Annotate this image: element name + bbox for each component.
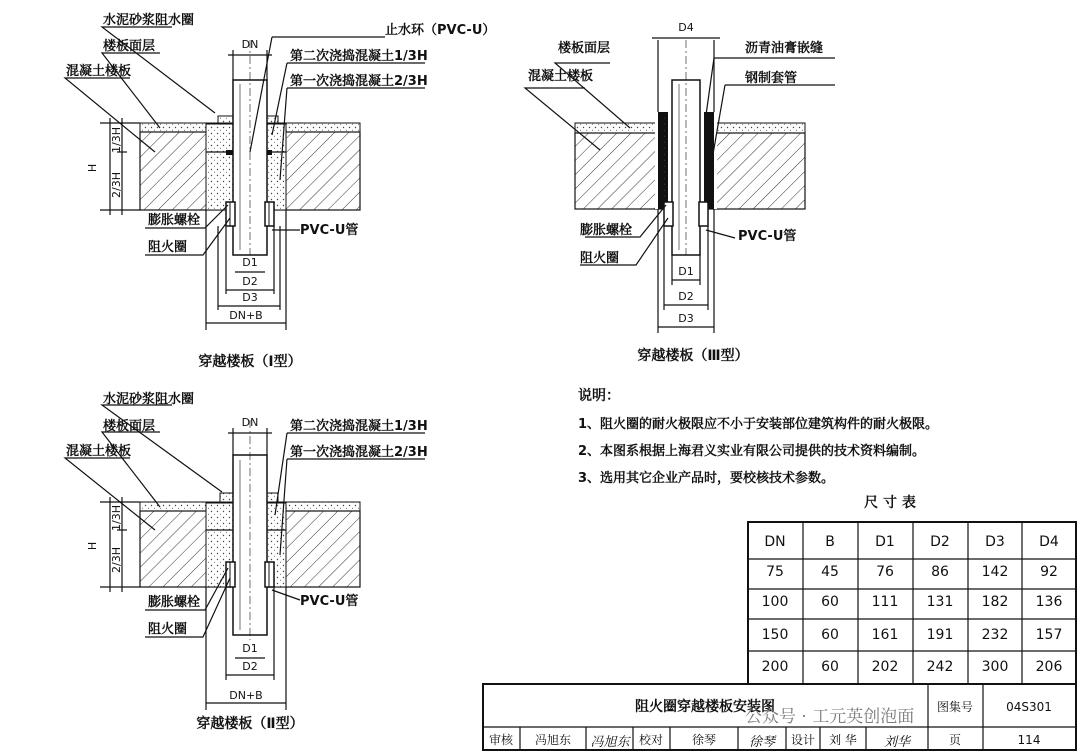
note-item: 1、阻火圈的耐火极限应不小于安装部位建筑构件的耐火极限。 xyxy=(578,417,939,432)
table-cell: 111 xyxy=(871,594,899,610)
callout-label: 沥青油膏嵌缝 xyxy=(745,41,824,56)
table-cell: 92 xyxy=(1040,564,1058,580)
table-header-cell: B xyxy=(825,534,835,550)
dimension-label: D2 xyxy=(242,660,258,673)
design-label: 设计 xyxy=(790,733,816,747)
dimension-label: DN+B xyxy=(229,309,263,322)
dimension-label: DN+B xyxy=(229,689,263,702)
table-cell: 60 xyxy=(821,594,839,610)
callout-label: 第二次浇捣混凝土1/3H xyxy=(290,419,428,434)
dimension-label: 1/3H xyxy=(110,127,123,153)
detail-title: 穿越楼板（Ⅲ型） xyxy=(637,348,749,364)
reviewer-signature: 冯旭东 xyxy=(590,735,630,750)
dimension-label: H xyxy=(86,163,99,173)
steel-sleeve-right xyxy=(704,112,714,209)
callout-label: 水泥砂浆阻水圈 xyxy=(103,13,195,28)
dimension-label: D1 xyxy=(242,642,258,655)
callout-label: 混凝土楼板 xyxy=(66,444,132,459)
table-cell: 191 xyxy=(926,627,954,643)
drawing-title: 阻火圈穿越楼板安装图 xyxy=(635,699,775,715)
table-cell: 75 xyxy=(766,564,784,580)
callout-label: 阻火圈 xyxy=(580,251,620,266)
callout-label: 膨胀螺栓 xyxy=(148,595,201,610)
dimension-label: D2 xyxy=(678,290,694,303)
table-cell: 60 xyxy=(821,627,839,643)
callout-label: 水泥砂浆阻水圈 xyxy=(103,392,195,407)
dimension-label: D4 xyxy=(678,21,694,34)
reviewer-name: 冯旭东 xyxy=(534,733,572,747)
callout-label: 第一次浇捣混凝土2/3H xyxy=(290,74,428,89)
table-cell: 182 xyxy=(981,594,1009,610)
atlas-label: 图集号 xyxy=(936,700,974,714)
checker-signature: 徐琴 xyxy=(748,735,776,750)
table-cell: 300 xyxy=(981,659,1009,675)
callout-label: 混凝土楼板 xyxy=(66,64,132,79)
table-cell: 45 xyxy=(821,564,839,580)
table-cell: 142 xyxy=(981,564,1009,580)
watermark-text: 公众号 · 工元英创泡面 xyxy=(745,707,915,727)
table-cell: 232 xyxy=(981,627,1009,643)
callout-label: PVC-U管 xyxy=(300,223,359,238)
table-cell: 242 xyxy=(926,659,954,675)
callout-label: 混凝土楼板 xyxy=(528,69,594,84)
fire-collar-right xyxy=(699,202,708,226)
note-item: 2、本图系根据上海君义实业有限公司提供的技术资料编制。 xyxy=(578,444,926,459)
table-cell: 100 xyxy=(761,594,789,610)
dimension-label: D2 xyxy=(242,275,258,288)
callout-label: 楼板面层 xyxy=(558,41,611,56)
table-cell: 136 xyxy=(1035,594,1063,610)
callout-label: PVC-U管 xyxy=(300,594,359,609)
dimension-label: DN xyxy=(241,416,259,429)
callout-label: 楼板面层 xyxy=(103,419,156,434)
callout-label: 阻火圈 xyxy=(148,622,188,637)
dimension-label: 1/3H xyxy=(110,505,123,531)
dimension-label: D3 xyxy=(678,312,694,325)
dimension-label: D3 xyxy=(242,291,258,304)
table-cell: 202 xyxy=(871,659,899,675)
check-label: 校对 xyxy=(638,733,664,747)
page-label: 页 xyxy=(948,733,962,747)
table-cell: 161 xyxy=(871,627,899,643)
table-title: 尺 寸 表 xyxy=(864,495,916,511)
detail-title: 穿越楼板（Ⅰ型） xyxy=(198,354,302,370)
atlas-number: 04S301 xyxy=(1006,700,1052,714)
table-cell: 60 xyxy=(821,659,839,675)
notes-heading: 说明： xyxy=(578,388,620,404)
checker-name: 徐琴 xyxy=(691,733,717,747)
dimension-label: 2/3H xyxy=(110,547,123,573)
table-cell: 76 xyxy=(876,564,894,580)
dimension-label: 2/3H xyxy=(110,172,123,198)
note-item: 3、选用其它企业产品时，要校核技术参数。 xyxy=(578,471,835,486)
callout-label: 膨胀螺栓 xyxy=(148,213,201,228)
designer-name: 刘 华 xyxy=(829,733,857,747)
dimension-label: H xyxy=(86,541,99,551)
table-header-cell: D1 xyxy=(875,534,895,550)
table-cell: 200 xyxy=(761,659,789,675)
page-number: 114 xyxy=(1017,733,1041,747)
table-cell: 206 xyxy=(1035,659,1063,675)
table-header-cell: DN xyxy=(764,534,786,550)
callout-label: 膨胀螺栓 xyxy=(580,223,633,238)
table-cell: 150 xyxy=(761,627,789,643)
table-header-cell: D3 xyxy=(985,534,1005,550)
table-header-cell: D2 xyxy=(930,534,950,550)
dimension-label: D1 xyxy=(678,265,694,278)
callout-label: 止水环（PVC-U） xyxy=(385,23,496,38)
table-cell: 157 xyxy=(1035,627,1063,643)
designer-signature: 刘华 xyxy=(883,735,911,750)
callout-label: 楼板面层 xyxy=(103,39,156,54)
dim-table-grid xyxy=(748,522,1076,684)
callout-label: 钢制套管 xyxy=(745,71,798,86)
review-label: 审核 xyxy=(488,733,514,747)
table-cell: 86 xyxy=(931,564,949,580)
dimension-label: D1 xyxy=(242,256,258,269)
callout-label: 第二次浇捣混凝土1/3H xyxy=(290,49,428,64)
table-cell: 131 xyxy=(926,594,954,610)
detail-title: 穿越楼板（Ⅱ型） xyxy=(196,716,304,732)
callout-label: 第一次浇捣混凝土2/3H xyxy=(290,445,428,460)
dimension-label: DN xyxy=(241,38,259,51)
table-header-cell: D4 xyxy=(1039,534,1059,550)
callout-label: 阻火圈 xyxy=(148,240,188,255)
callout-label: PVC-U管 xyxy=(738,229,797,244)
